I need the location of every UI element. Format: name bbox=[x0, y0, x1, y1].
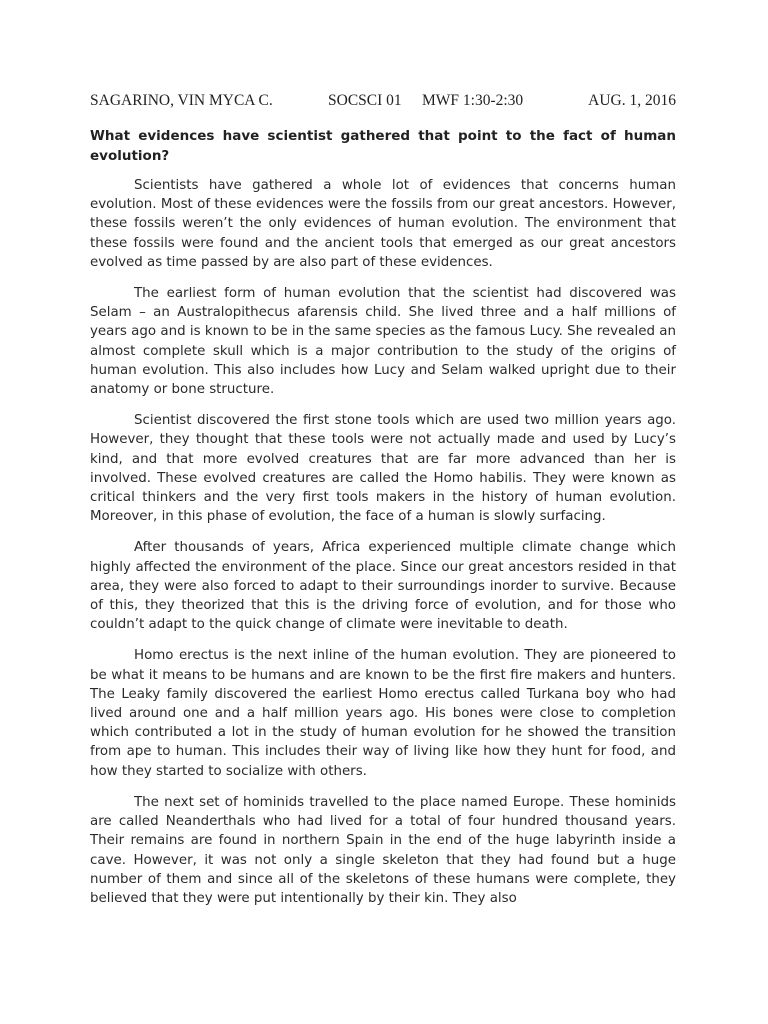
paragraph-1: Scientists have gathered a whole lot of evidences that concerns human evolution. Most of these evidences were the fossils from our great ancestors. However, these fossils weren’t the only evidences of human evolution. The environment that these fossils were found and the ancient tools that emerged as our great ancestors evolved as time passed by are also part of these evidences. bbox=[90, 178, 676, 270]
document-header bbox=[90, 92, 676, 114]
paragraph-6: The next set of hominids travelled to the place named Europe. These hominids are called Neanderthals who had lived for a total of four hundred thousand years. Their remains are found in northern Spain in the end of the huge labyrinth inside a cave. However, it was not only a single skeleton that they had found but a huge number of them and since all of the skeletons of these humans were complete, they believed that they were put intentionally by their kin. They also bbox=[90, 794, 676, 906]
student-name: SAGARINO, VIN MYCA C. bbox=[90, 92, 273, 109]
course-code: SOCSCI 01 bbox=[328, 92, 402, 109]
essay-body bbox=[90, 176, 676, 920]
paragraph-4: After thousands of years, Africa experienced multiple climate change which highly affected the environment of the place. Since our great ancestors resided in that area, they were also forced to adapt to their surroundings inorder to survive. Because of this, they theorized that this is the driving force of evolution, and for those who couldn’t adapt to the quick change of climate were inevitable to death. bbox=[90, 540, 676, 633]
paragraph-5: Homo erectus is the next inline of the human evolution. They are pioneered to be what it means to be humans and are known to be the first fire makers and hunters. The Leaky family discovered the earliest Homo erectus called Turkana boy who had lived around one and a half million years ago. His bones were close to completion which contributed a lot in the study of human evolution for he showed the transition from ape to human. This includes their way of living like how they hunt for food, and how they started to socialize with others. bbox=[90, 648, 676, 779]
class-schedule: MWF 1:30-2:30 bbox=[422, 92, 524, 109]
paragraph-3: Scientist discovered the first stone tools which are used two million years ago. However, they thought that these tools were not actually made and used by Lucy’s kind, and that more evolved creatures that are far more advanced than her is involved. These evolved creatures are called the Homo habilis. They were known as critical thinkers and the very first tools makers in the history of human evolution. Moreover, in this phase of evolution, the face of a human is slowly surfacing. bbox=[90, 413, 676, 525]
essay-question: What evidences have scientist gathered that point to the fact of human evolution? bbox=[90, 128, 676, 164]
paragraph-2: The earliest form of human evolution that the scientist had discovered was Selam – an Australopithecus afarensis child. She lived three and a half millions of years ago and is known to be in the same species as the famous Lucy. She revealed an almost complete skull which is a major contribution to the study of the origins of human evolution. This also includes how Lucy and Selam walked upright due to their anatomy or bone structure. bbox=[90, 286, 676, 398]
document-date: AUG. 1, 2016 bbox=[588, 92, 676, 109]
